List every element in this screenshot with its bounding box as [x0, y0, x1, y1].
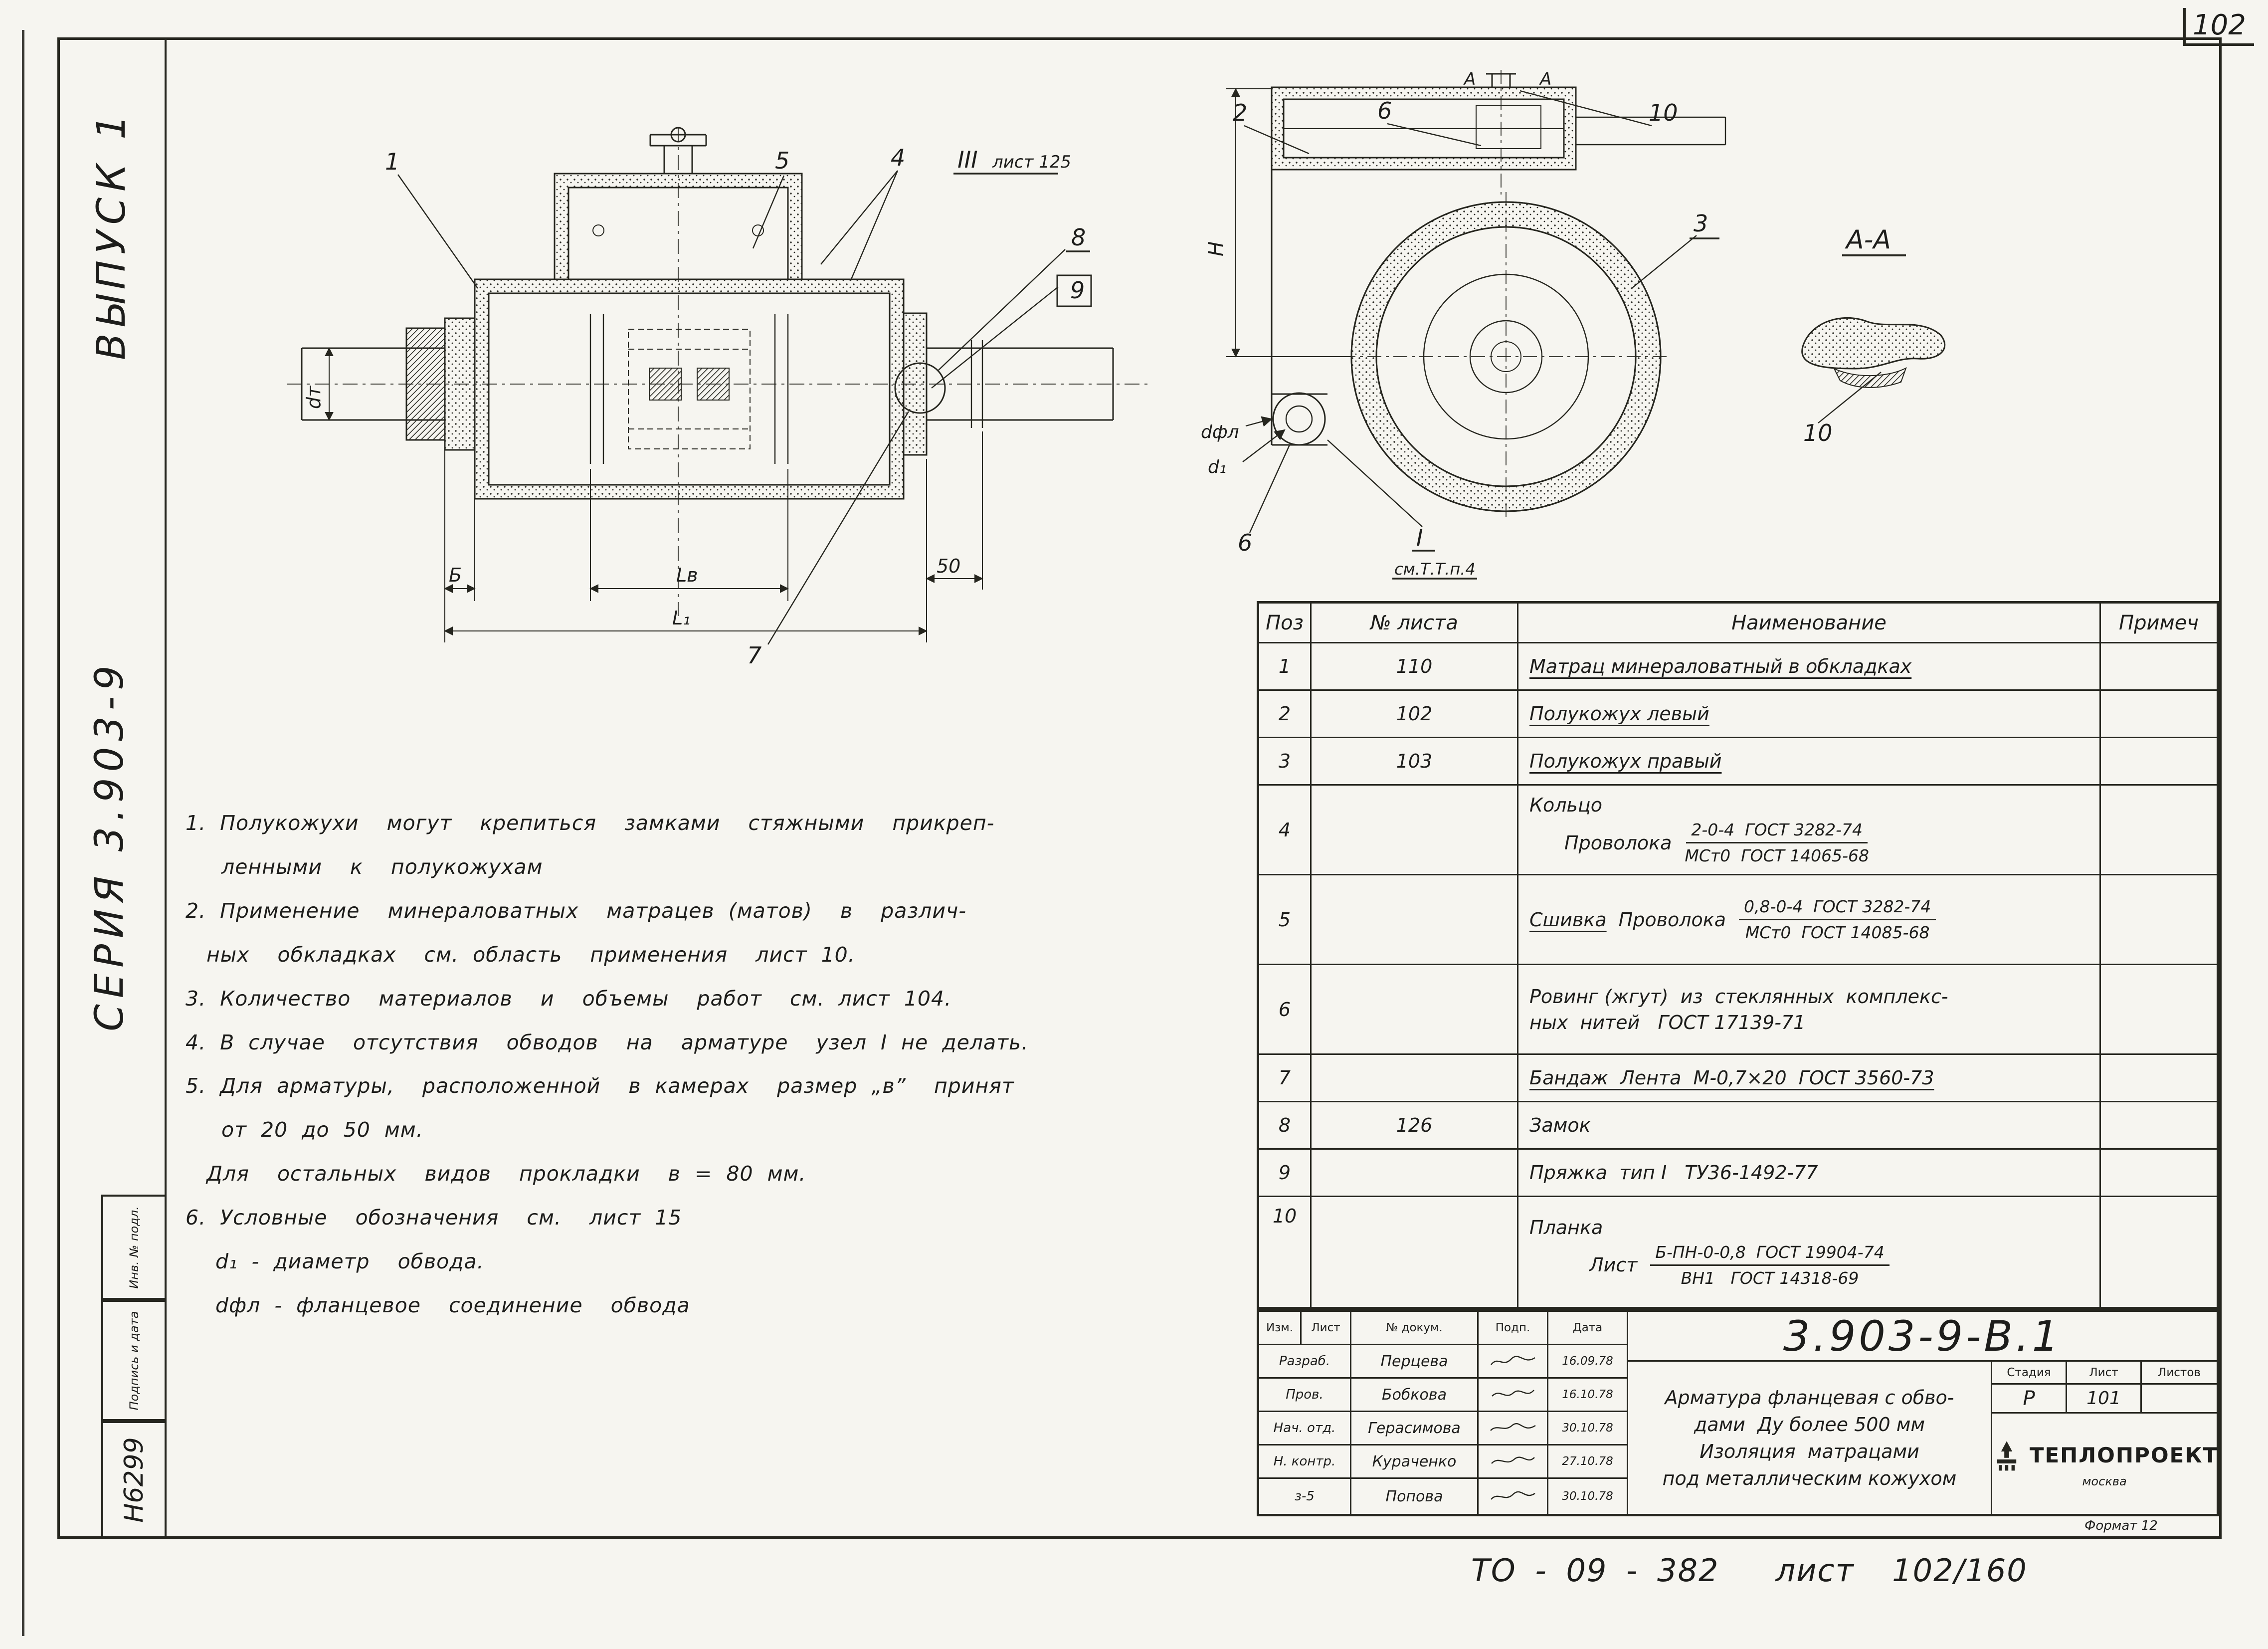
note-line: dфл - фланцевое соединение обвода [215, 1293, 690, 1317]
stamp-title-line: Арматура фланцевая с обво- [1665, 1386, 1954, 1409]
note-cell [2101, 1055, 2217, 1101]
note-line: 4. В случае отсутствия обводов на арматуре узел I не делать. [186, 1030, 1029, 1054]
stamp-title-line: дами Ду более 500 мм [1694, 1413, 1925, 1436]
stamp-date: 16.10.78 [1548, 1379, 1628, 1412]
name-line: Ровинг (жгут) из стеклянных комплекс- [1529, 985, 1948, 1008]
margin-series-label: СЕРИЯ 3.903-9 [87, 659, 132, 1031]
table-row [1259, 738, 2217, 786]
note-cell [2101, 1197, 2217, 1307]
stamp-name: Бобкова [1351, 1379, 1479, 1412]
gost-fraction: $\frac{\text{0,8-0-4 ГОСТ 3282-74}}{\text{МСт0 ГОСТ 14085-68}}$ [1739, 897, 1936, 942]
stamp-name: Кураченко [1351, 1445, 1479, 1479]
name-main: Кольцо [1529, 794, 1603, 816]
stamp-date: 27.10.78 [1548, 1445, 1628, 1479]
sheet-cell: 103 [1312, 738, 1518, 784]
pos-cell: 4 [1259, 786, 1312, 874]
table-header-row [1259, 604, 2217, 643]
inv-number-box [101, 1421, 167, 1539]
detail-ref-roman: III [957, 146, 978, 173]
format-note: Формат 12 [2084, 1518, 2158, 1533]
name-main: Сшивка [1529, 908, 1607, 931]
section-a-a [1775, 219, 1970, 464]
note-cell [2101, 643, 2217, 689]
stamp-signature [1479, 1379, 1548, 1412]
sheets-value [2142, 1385, 2217, 1414]
main-view-leader-lines [398, 171, 1065, 644]
stamp-col-data: Дата [1548, 1312, 1628, 1345]
stamp-name: Попова [1351, 1479, 1479, 1514]
dim-h-label: H [1205, 241, 1228, 256]
note-line: Для остальных видов прокладки в = 80 мм. [206, 1162, 806, 1186]
note-line: ных обкладках см. область применения лист 10. [206, 942, 855, 967]
callout-7: 7 [747, 642, 762, 669]
org-cell [1992, 1414, 2217, 1514]
callout-3: 3 [1694, 210, 1708, 237]
node-i-ref: см.Т.Т.п.4 [1394, 560, 1476, 579]
stamp-signature [1479, 1445, 1548, 1479]
sheet-cell [1312, 875, 1518, 964]
inv-label-box [101, 1195, 167, 1300]
note-line: 3. Количество материалов и объемы работ см. лист 104. [186, 986, 952, 1011]
stamp-title-line: Изоляция матрацами [1700, 1440, 1919, 1462]
stamp-signature [1479, 1412, 1548, 1445]
note-cell [2101, 1150, 2217, 1196]
note-cell [2101, 786, 2217, 874]
section-title: А-А [1846, 225, 1891, 255]
node-i-label: I [1416, 524, 1423, 551]
stamp-doc-number: 3.903-9-В.1 [1628, 1312, 2217, 1362]
org-name: ТЕПЛОПРОЕКТ [2029, 1443, 2219, 1467]
section-mark-a-left: А [1464, 70, 1476, 89]
stamp-role: з-5 [1259, 1479, 1351, 1514]
parts-table [1257, 601, 2219, 1309]
note-cell [2101, 965, 2217, 1053]
callout-5: 5 [775, 147, 790, 174]
inv-number: Н6299 [119, 1437, 149, 1523]
stamp-col-izm: Изм. [1259, 1312, 1302, 1345]
archive-note: ТО - 09 - 382 лист 102/160 [1471, 1552, 2028, 1589]
pos-cell: 3 [1259, 738, 1312, 784]
stage-value: Р [1992, 1385, 2067, 1414]
note-cell [2101, 738, 2217, 784]
stamp-signature [1479, 1479, 1548, 1514]
name-main: Планка [1529, 1216, 1603, 1238]
sign-label: Подпись и дата [127, 1311, 141, 1410]
stamp-name: Перцева [1351, 1345, 1479, 1379]
name-sub: Лист [1589, 1254, 1638, 1276]
pos-cell: 10 [1259, 1197, 1312, 1307]
signature-icon [1488, 1386, 1538, 1403]
callout-1: 1 [385, 148, 400, 175]
stamp-col-podp: Подп. [1479, 1312, 1548, 1345]
callout-9: 9 [1070, 277, 1085, 304]
pos-cell: 5 [1259, 875, 1312, 964]
stamp-role: Пров. [1259, 1379, 1351, 1412]
stamp-title [1628, 1362, 1992, 1514]
org-city: москва [2082, 1474, 2127, 1488]
side-view [1197, 70, 1765, 599]
name-cell [1518, 965, 2101, 1053]
gost-fraction: $\frac{\text{2-0-4 ГОСТ 3282-74}}{\text{МСт0 ГОСТ 14065-68}}$ [1685, 820, 1870, 865]
sheet-cell [1312, 965, 1518, 1053]
name-cell: Полукожух левый [1518, 691, 2101, 737]
gost-fraction: $\frac{\text{Б-ПН-0-0,8 ГОСТ 19904-74}}{\text{ВН1 ГОСТ 14318-69}}$ [1650, 1242, 1889, 1288]
note-cell [2101, 875, 2217, 964]
table-row [1259, 1150, 2217, 1197]
name-line: ных нитей ГОСТ 17139-71 [1529, 1011, 1806, 1033]
stamp-role: Н. контр. [1259, 1445, 1351, 1479]
name-cell [1518, 1197, 2101, 1307]
note-line: d₁ - диаметр обвода. [215, 1249, 484, 1274]
stamp-name: Герасимова [1351, 1412, 1479, 1445]
main-view [279, 115, 1157, 678]
sheet-value: 101 [2067, 1385, 2142, 1414]
sheet-cell: 102 [1312, 691, 1518, 737]
stamp-title-line: под металлическим кожухом [1662, 1467, 1957, 1489]
dim-l1-label: L₁ [672, 607, 691, 629]
callout-6-bottom: 6 [1238, 529, 1253, 556]
name-sub: Проволока [1618, 908, 1726, 931]
name-cell: Пряжка тип I ТУ36-1492-77 [1518, 1150, 2101, 1196]
stamp-col-dokum: № докум. [1351, 1312, 1479, 1345]
col-header-pos: Поз [1259, 604, 1312, 642]
teploproekt-logo-icon [1991, 1440, 2023, 1471]
name-cell: Замок [1518, 1102, 2101, 1148]
sheet-label: Лист [2067, 1362, 2142, 1385]
detail-ref-sheet: лист 125 [992, 152, 1072, 172]
table-row [1259, 691, 2217, 738]
note-cell [2101, 691, 2217, 737]
table-row [1259, 1055, 2217, 1102]
table-row [1259, 1197, 2217, 1307]
note-line: 1. Полукожухи могут крепиться замками стяжными прикреп- [186, 811, 995, 835]
stamp-signature [1479, 1345, 1548, 1379]
dim-lb-label: Lв [676, 564, 698, 586]
sheet-cell [1312, 1055, 1518, 1101]
stamp-date: 30.10.78 [1548, 1412, 1628, 1445]
table-row [1259, 1102, 2217, 1150]
sheet-cell [1312, 1197, 1518, 1307]
pos-cell: 9 [1259, 1150, 1312, 1196]
note-line: от 20 до 50 мм. [221, 1118, 423, 1142]
pos-cell: 6 [1259, 965, 1312, 1053]
stamp-role: Нач. отд. [1259, 1412, 1351, 1445]
name-cell [1518, 875, 2101, 964]
callout-2: 2 [1233, 99, 1248, 126]
signature-icon [1488, 1420, 1538, 1437]
section-mark-a-right: А [1540, 70, 1552, 89]
table-row [1259, 875, 2217, 965]
sheet-cell [1312, 1150, 1518, 1196]
name-sub: Проволока [1564, 831, 1672, 854]
dim-b-label: Б [449, 564, 462, 586]
margin-issue-label: ВЫПУСК 1 [89, 109, 134, 360]
note-cell [2101, 1102, 2217, 1148]
signature-icon [1488, 1353, 1538, 1370]
name-cell: Бандаж Лента М-0,7×20 ГОСТ 3560-73 [1518, 1055, 2101, 1101]
stamp-col-list: Лист [1302, 1312, 1351, 1345]
notes-block [186, 812, 1253, 1338]
pos-cell: 7 [1259, 1055, 1312, 1101]
name-cell [1518, 786, 2101, 874]
name-cell: Полукожух правый [1518, 738, 2101, 784]
sheet-corner-number: 102 [2183, 8, 2254, 46]
note-line: 6. Условные обозначения см. лист 15 [186, 1206, 682, 1230]
table-row [1259, 786, 2217, 875]
sheets-label: Листов [2142, 1362, 2217, 1385]
label-dfl: dфл [1201, 422, 1239, 442]
sheet-cell [1312, 786, 1518, 874]
note-line: ленными к полукожухам [221, 854, 543, 879]
stamp-date: 30.10.78 [1548, 1479, 1628, 1514]
pos-cell: 8 [1259, 1102, 1312, 1148]
table-row [1259, 965, 2217, 1055]
sheet-cell: 110 [1312, 643, 1518, 689]
callout-10-section: 10 [1803, 419, 1833, 446]
note-line: 2. Применение минераловатных матрацев (матов) в различ- [186, 898, 967, 923]
table-row [1259, 643, 2217, 691]
pos-cell: 2 [1259, 691, 1312, 737]
sheet-cell: 126 [1312, 1102, 1518, 1148]
name-cell: Матрац минераловатный в обкладках [1518, 643, 2101, 689]
col-header-note: Примеч [2119, 611, 2199, 634]
col-header-sheet: № листа [1312, 604, 1518, 642]
inv-label: Инв. № подл. [127, 1206, 141, 1289]
callout-10: 10 [1649, 99, 1678, 126]
dim-dt-label: dт [303, 386, 325, 409]
signature-icon [1488, 1453, 1538, 1470]
callout-8: 8 [1071, 224, 1086, 251]
side-view-geometry [1272, 70, 1725, 521]
pos-cell: 1 [1259, 643, 1312, 689]
stamp-role: Разраб. [1259, 1345, 1351, 1379]
col-header-name: Наименование [1518, 604, 2101, 642]
label-d1: d₁ [1208, 457, 1227, 477]
callout-4: 4 [891, 144, 906, 171]
note-line: 5. Для арматуры, расположенной в камерах размер „в” принят [186, 1074, 1014, 1098]
stage-label: Стадия [1992, 1362, 2067, 1385]
stamp-date: 16.09.78 [1548, 1345, 1628, 1379]
signature-icon [1488, 1488, 1538, 1505]
title-block [1257, 1309, 2219, 1516]
dim-50-label: 50 [937, 555, 961, 577]
sign-label-box [101, 1300, 167, 1421]
scan-edge-line [22, 30, 24, 1636]
section-geometry [1802, 318, 1945, 388]
callout-6-top: 6 [1377, 97, 1392, 124]
